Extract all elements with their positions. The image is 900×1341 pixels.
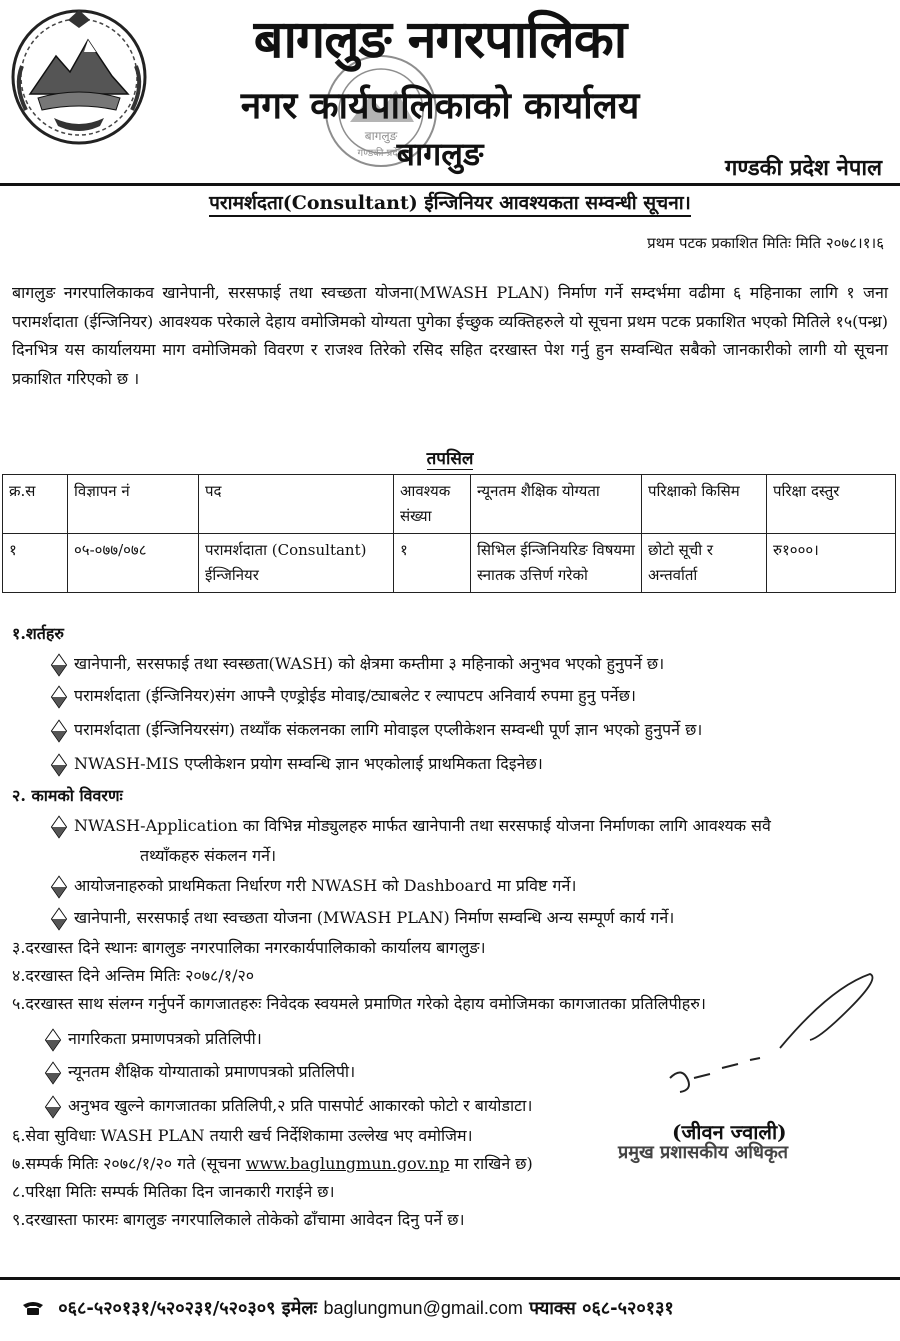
col-exam-type: परिक्षाको किसिम [642,475,767,534]
cell-post: परामर्शदाता (Consultant) ईन्जिनियर [199,534,394,593]
table-header-row [3,475,896,534]
arrow-bullet-icon [51,653,67,676]
arrow-bullet-icon [51,815,67,838]
footer-fax: ०६८-५२०१३१ [582,1298,674,1319]
table-heading-text: तपसिल [426,449,474,469]
work-text: आयोजनाहरुको प्राथमिकता निर्धारण गरी NWASH को Dashboard मा प्रविष्ट गर्ने। [74,876,577,895]
condition-text: खानेपानी, सरसफाई तथा स्वस्छता(WASH) को क्षेत्रमा कम्तीमा ३ महिनाको अनुभव भएको हुनुपर्ने छ। [74,654,665,673]
notice-subject [0,189,900,215]
service-facility: ६.सेवा सुविधाः WASH PLAN तयारी खर्च निर्देशिकामा उल्लेख भए वमोजिम। [12,1126,473,1145]
arrow-bullet-icon [51,685,67,708]
province-name: गण्डकी प्रदेश नेपाल [725,156,882,181]
work-item [52,874,576,898]
cell-serial: १ [3,534,68,593]
application-form: ९.दरखास्ता फारमः बागलुङ नगरपालिकाले तोकेको ढाँचामा आवेदन दिनु पर्ने छ। [12,1210,465,1229]
cell-ad-no: ०५-०७७/०७८ [68,534,199,593]
arrow-bullet-icon [45,1061,61,1084]
condition-item [52,718,702,742]
cell-exam-type: छोटो सूची र अन्तर्वार्ता [642,534,767,593]
cell-qualification: सिभिल ईन्जिनियरिङ विषयमा स्नातक उत्तिर्ण गरेको [471,534,642,593]
condition-item [52,752,543,776]
document-item [46,1094,532,1118]
contact-date [12,1152,533,1174]
cell-required-count: १ [394,534,471,593]
seal-text-top: बागलुङ [364,129,398,143]
col-serial: क्र.स [3,475,68,534]
seal-text-bottom: गण्डकी प्रदेश [357,148,405,159]
notice-subject-text: परामर्शदता(Consultant) ईन्जिनियर आवश्यकता सम्वन्धी सूचना। [209,192,691,217]
header-divider [0,183,900,186]
footer-fax-label: फ्याक्स [529,1298,576,1319]
col-qualification: न्यूनतम शैक्षिक योग्यता [471,475,642,534]
signatory-name: (जीवन ज्वाली) [672,1120,787,1144]
condition-text: NWASH-MIS एप्लीकेशन प्रयोग सम्वन्धि ज्ञान भएकोलाई प्राथमिकता दिइनेछ। [74,754,543,773]
condition-text: परामर्शदाता (ईन्जिनियरसंग) तथ्याँक संकलनका लागि मोवाइल एप्लीकेशन सम्वन्धी पूर्ण ज्ञान भएको हुनुपर्ने छ। [74,720,703,739]
application-place: ३.दरखास्त दिने स्थानः बागलुङ नगरपालिका नगरकार्यपालिकाको कार्यालय बागलुङ। [12,938,486,957]
document-text: नागरिकता प्रमाणपत्रको प्रतिलिपी। [68,1029,262,1048]
contact-date-prefix: ७.सम्पर्क मितिः २०७८/१/२० गते (सूचना [12,1154,241,1173]
condition-text: परामर्शदाता (ईन्जिनियर)संग आफ्नै एण्ड्रोईड मोवाइ/ट्याबलेट र ल्यापटप अनिवार्य रुपमा हुनु पर्नेछ। [74,686,636,705]
document-item [46,1060,355,1084]
table-row [3,534,896,593]
application-deadline: ४.दरखास्त दिने अन्तिम मितिः २०७८/१/२० [12,966,255,985]
col-post: पद [199,475,394,534]
published-date: प्रथम पटक प्रकाशित मितिः मिति २०७८।१।६ [647,234,884,252]
exam-date: ८.परिक्षा मितिः सम्पर्क मितिका दिन जानकारी गराईने छ। [12,1182,335,1201]
work-heading: २. कामको विवरणः [12,786,123,805]
document-text: न्यूनतम शैक्षिक योग्याताको प्रमाणपत्रको प्रतिलिपी। [68,1062,356,1081]
signatory-title: प्रमुख प्रशासकीय अधिकृत [618,1142,789,1163]
notice-intro: बागलुङ नगरपालिकाकव खानेपानी, सरसफाई तथा स्वच्छता योजना(MWASH PLAN) निर्माण गर्ने सम्दर्भमा वढीमा ६ महिनाका लागि १ जना परामर्शदाता (ईन्जिनियर) आवश्यक परेकाले देहाय वमोजिमको योग्यता पुगेका ईच्छुक व्यक्तिहरुले यो सूचना प्रथम पटक प्रकाशित भएको मितिले १५(पन्ध्र) दिनभित्र यस कार्यालयमा माग वमोजिमको विवरण र राजश्व तिरेको रसिद सहित दरखास्त पेश गर्नु हुन सम्वन्धित सबैको जानकारीको लागी यो सूचना प्रकाशित गरिएको छ । [12,283,888,388]
cell-exam-fee: रु१०००। [767,534,896,593]
office-title: नगर कार्यपालिकाको कार्यालय [240,84,640,127]
document-text: अनुभव खुल्ने कागजातका प्रतिलिपी,२ प्रति पासपोर्ट आकारको फोटो र बायोडाटा। [68,1096,533,1115]
vacancy-table [2,474,896,593]
arrow-bullet-icon [51,907,67,930]
arrow-bullet-icon [45,1095,61,1118]
work-text: खानेपानी, सरसफाई तथा स्वच्छता योजना (MWASH PLAN) निर्माण सम्वन्धि अन्य सम्पूर्ण कार्य गर्ने। [74,908,675,927]
website-link[interactable]: www.baglungmun.gov.np [245,1154,450,1173]
arrow-bullet-icon [51,719,67,742]
col-required-count: आवश्यक संख्या [394,475,471,534]
work-text: NWASH-Application का विभिन्न मोड्युलहरु मार्फत खानेपानी तथा सरसफाई योजना निर्माणका लागि आवश्यक सवै [74,816,771,835]
footer-email-label: इमेलः [281,1298,318,1319]
footer-divider [0,1277,900,1280]
work-item [52,814,892,838]
col-exam-fee: परिक्षा दस्तुर [767,475,896,534]
arrow-bullet-icon [45,1028,61,1051]
condition-item [52,684,636,708]
document-item [46,1027,262,1051]
col-ad-no: विज्ञापन नं [68,475,199,534]
table-heading [0,446,900,469]
work-item-continued: तथ्याँकहरु संकलन गर्ने। [140,846,277,865]
conditions-heading: १.शर्तहरु [12,624,64,643]
contact-date-suffix: मा राखिने छ) [454,1154,533,1173]
municipality-title: बागलुङ नगरपालिका [253,10,627,70]
phone-icon [22,1301,44,1315]
office-location: बागलुङ [396,135,484,173]
footer-phone: ०६८-५२०१३१/५२०२३१/५२०३०९ [58,1298,276,1319]
condition-item [52,652,664,676]
documents-heading: ५.दरखास्त साथ संलग्न गर्नुपर्ने कागजातहरुः निवेदक स्वयमले प्रमाणित गरेको देहाय वमोजिमका कागजातका प्रतिलिपीहरु। [12,994,706,1013]
signature-scrawl [630,968,890,1108]
nepal-emblem-icon [8,6,150,148]
arrow-bullet-icon [51,875,67,898]
footer-email[interactable]: baglungmun@gmail.com [323,1298,523,1318]
arrow-bullet-icon [51,753,67,776]
footer-contact [22,1296,674,1320]
work-item [52,906,674,930]
